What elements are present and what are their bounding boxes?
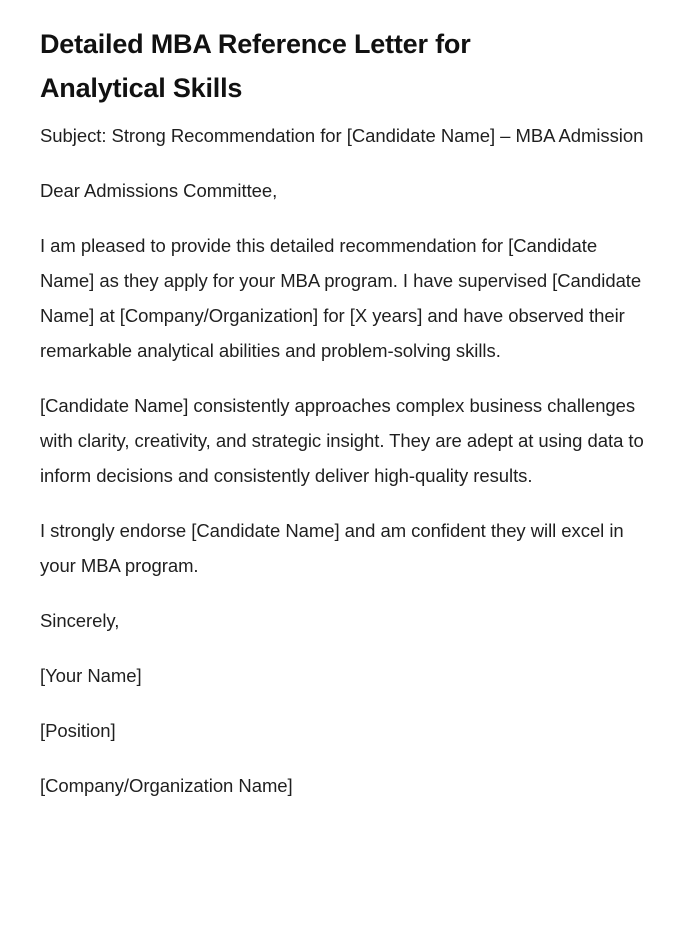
closing: Sincerely, [40, 610, 120, 631]
subject-line: Subject: Strong Recommendation for [Candidate Name] – MBA Admission [40, 125, 644, 146]
body-paragraph-2: [Candidate Name] consistently approaches complex business challenges with clarity, creativity, and strategic insight. They are adept at using data to inform decisions and consistently deliver high-quality results. [40, 395, 644, 486]
body-paragraph-1: I am pleased to provide this detailed recommendation for [Candidate Name] as they apply for your MBA program. I have supervised [Candidate Name] at [Company/Organization] for [X years] and have observed their remarkable analytical abilities and problem-solving skills. [40, 235, 642, 361]
signature-name: [Your Name] [40, 665, 142, 686]
page-title: Detailed MBA Reference Letter for Analytical Skills [40, 29, 471, 103]
signature-position: [Position] [40, 720, 116, 741]
signature-organization: [Company/Organization Name] [40, 775, 293, 796]
salutation: Dear Admissions Committee, [40, 180, 278, 201]
letter-body [40, 118, 645, 803]
body-paragraph-3: I strongly endorse [Candidate Name] and am confident they will excel in your MBA program. [40, 520, 624, 576]
